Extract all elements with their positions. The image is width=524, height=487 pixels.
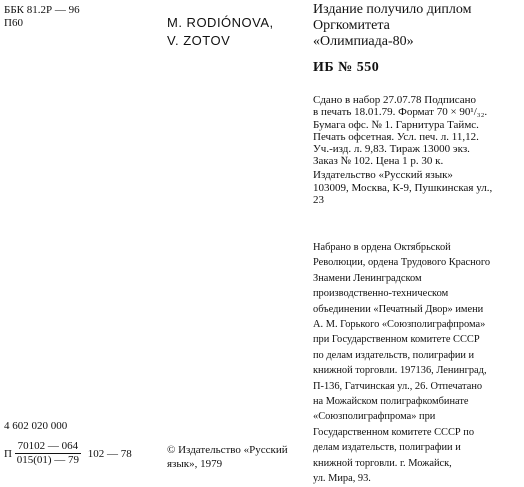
detail-line: Уч.-изд. л. 9,83. Тираж 13000 экз. <box>313 143 470 156</box>
printed-line: производственно-техническом <box>313 288 449 300</box>
printed-line: Государственном комитете СССР по <box>313 426 475 438</box>
printed-line: книжной торговли. г. Можайск, <box>313 457 452 469</box>
authors <box>167 14 274 50</box>
edition-line: Издание получило диплом <box>313 2 472 17</box>
bbk-code: ББК 81.2Р — 96 <box>4 4 80 16</box>
printed-line: Набрано в ордена Октябрьской <box>313 242 451 253</box>
publisher-info <box>313 169 492 207</box>
author-2: V. ZOTOV <box>167 33 231 48</box>
edition-line: Оргкомитета <box>313 18 390 33</box>
printed-line: объединении «Печатный Двор» имени <box>313 303 484 315</box>
classification-formula <box>4 440 132 467</box>
printed-line: А. М. Горького «Союзполиграфпрома» <box>313 319 486 331</box>
edition-note <box>313 2 471 50</box>
classification-suffix: 102 — 78 <box>87 447 132 460</box>
bbk-classification <box>4 4 80 30</box>
classification-numerator: 70102 — 064 <box>15 440 81 454</box>
printed-line: по делам издательств, полиграфии и <box>313 349 475 361</box>
copyright-line: язык», 1979 <box>167 458 223 470</box>
classification-denominator: 015(01) — 79 <box>16 454 80 466</box>
classification-prefix: П <box>4 447 12 460</box>
copyright-line: © Издательство «Русский <box>167 444 288 456</box>
publisher-line: 23 <box>313 194 324 206</box>
printed-line: на Можайском полиграфкомбинате <box>313 396 469 408</box>
printed-line: делам издательств, полиграфии и <box>313 442 461 454</box>
printed-line: «Союзполиграфпрома» при <box>313 411 436 423</box>
printed-line: П-136, Гатчинская ул., 26. Отпечатано <box>313 380 483 392</box>
printed-line: при Государственном комитете СССР <box>313 334 480 346</box>
detail-line: в печать 18.01.79. Формат 70 × 90¹/₃₂. <box>313 106 488 119</box>
isbn-number: 4 602 020 000 <box>4 420 68 432</box>
detail-line: Заказ № 102. Цена 1 р. 30 к. <box>313 155 444 168</box>
publisher-line: 103009, Москва, К-9, Пушкинская ул., <box>313 181 493 194</box>
printed-line: книжной торговли. 197136, Ленинград, <box>313 365 487 377</box>
detail-line: Печать офсетная. Усл. печ. л. 11,12. <box>313 130 479 143</box>
classification-fraction <box>15 440 81 467</box>
printed-line: ул. Мира, 93. <box>313 473 371 485</box>
printed-line: Знамени Ленинградском <box>313 272 422 284</box>
print-details <box>313 94 487 168</box>
detail-line: Бумага офс. № 1. Гарнитура Таймс. <box>313 118 479 131</box>
copyright-notice <box>167 443 288 471</box>
detail-line: Сдано в набор 27.07.78 Подписано <box>313 94 477 106</box>
author-1: M. RODIÓNOVA, <box>167 15 274 30</box>
ib-number: ИБ № 550 <box>313 60 380 75</box>
author-sign: П60 <box>4 17 23 29</box>
printed-line: Революции, ордена Трудового Красного <box>313 257 491 269</box>
printing-house-info <box>313 240 490 487</box>
publisher-line: Издательство «Русский язык» <box>313 169 453 181</box>
edition-line: «Олимпиада-80» <box>313 34 414 49</box>
